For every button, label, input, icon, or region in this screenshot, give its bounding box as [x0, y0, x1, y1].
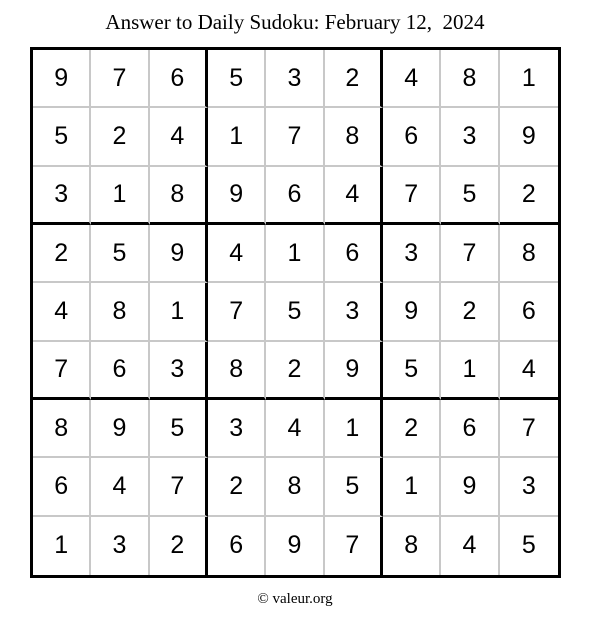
- sudoku-cell: 2: [500, 167, 558, 225]
- sudoku-cell: 1: [325, 400, 383, 458]
- sudoku-cell: 8: [91, 283, 149, 341]
- sudoku-cell: 5: [266, 283, 324, 341]
- sudoku-cell: 8: [325, 108, 383, 166]
- sudoku-cell: 7: [150, 458, 208, 516]
- sudoku-cell: 9: [325, 342, 383, 400]
- sudoku-cell: 6: [208, 517, 266, 575]
- sudoku-cell: 7: [208, 283, 266, 341]
- sudoku-cell: 5: [521, 531, 536, 560]
- sudoku-cell: 2: [325, 50, 383, 108]
- sudoku-cell: 5: [150, 400, 208, 458]
- sudoku-cell: 3: [91, 517, 149, 575]
- sudoku-cell: 3: [441, 108, 499, 166]
- sudoku-cell: 4: [266, 400, 324, 458]
- sudoku-cell: 8: [208, 342, 266, 400]
- sudoku-cell: 2: [91, 108, 149, 166]
- sudoku-cell: 1: [266, 225, 324, 283]
- sudoku-cell: 2: [441, 283, 499, 341]
- page-title: Answer to Daily Sudoku: February 12, 2024: [105, 10, 485, 34]
- sudoku-cell: 3: [266, 50, 324, 108]
- sudoku-cell: 7: [33, 342, 91, 400]
- sudoku-cell: 1: [500, 50, 558, 108]
- sudoku-cell: 8: [500, 225, 558, 283]
- sudoku-cell: 7: [441, 225, 499, 283]
- sudoku-cell: 2: [150, 517, 208, 575]
- sudoku-cell: 6: [441, 400, 499, 458]
- sudoku-cell: 2: [266, 342, 324, 400]
- sudoku-cell: 4: [325, 167, 383, 225]
- sudoku-cell: 9: [383, 283, 441, 341]
- sudoku-cell: 1: [91, 167, 149, 225]
- sudoku-cell: 6: [91, 342, 149, 400]
- sudoku-cell: 3: [325, 283, 383, 341]
- sudoku-cell: 9: [500, 108, 558, 166]
- sudoku-cell: 7: [383, 167, 441, 225]
- sudoku-cell: 6: [266, 167, 324, 225]
- sudoku-cell: 5: [208, 50, 266, 108]
- sudoku-cell: 8: [266, 458, 324, 516]
- sudoku-cell: 9: [208, 167, 266, 225]
- sudoku-cell: 9: [91, 400, 149, 458]
- sudoku-cell: 5: [33, 108, 91, 166]
- sudoku-cell: 4: [500, 342, 558, 400]
- sudoku-cell: 5: [441, 167, 499, 225]
- sudoku-cell: 3: [150, 342, 208, 400]
- sudoku-cell: 6: [500, 283, 558, 341]
- sudoku-cell: 8: [33, 400, 91, 458]
- sudoku-board: [30, 47, 561, 578]
- sudoku-cell: 1: [208, 108, 266, 166]
- sudoku-cell: 4: [33, 283, 91, 341]
- sudoku-cell: 9: [266, 517, 324, 575]
- sudoku-cell: 6: [33, 458, 91, 516]
- sudoku-cell: 3: [500, 458, 558, 516]
- sudoku-cell: 8: [441, 50, 499, 108]
- sudoku-cell: 3: [33, 167, 91, 225]
- sudoku-cell: 9: [150, 225, 208, 283]
- sudoku-cell: 8: [150, 167, 208, 225]
- copyright-footer: © valeur.org: [257, 591, 333, 607]
- sudoku-cell: 6: [383, 108, 441, 166]
- sudoku-cell: 5: [91, 225, 149, 283]
- sudoku-cell: 7: [266, 108, 324, 166]
- sudoku-cell: 2: [208, 458, 266, 516]
- sudoku-cell: 5: [383, 342, 441, 400]
- sudoku-cell: 4: [91, 458, 149, 516]
- sudoku-cell: 5: [325, 458, 383, 516]
- sudoku-cell: 4: [383, 50, 441, 108]
- sudoku-cell: 6: [150, 50, 208, 108]
- sudoku-cell: 9: [33, 50, 91, 108]
- sudoku-cell: 8: [383, 517, 441, 575]
- sudoku-cell: 4: [441, 517, 499, 575]
- sudoku-cell: 3: [383, 225, 441, 283]
- sudoku-cell: 2: [383, 400, 441, 458]
- sudoku-cell: 1: [441, 342, 499, 400]
- sudoku-cell: 1: [150, 283, 208, 341]
- sudoku-cell: 4: [150, 108, 208, 166]
- sudoku-cell: 2: [33, 225, 91, 283]
- sudoku-cell: 1: [383, 458, 441, 516]
- sudoku-cell: 6: [325, 225, 383, 283]
- sudoku-cell: 7: [325, 517, 383, 575]
- sudoku-cell: 1: [33, 517, 91, 575]
- sudoku-cell: 4: [208, 225, 266, 283]
- sudoku-cell: 7: [91, 50, 149, 108]
- sudoku-cell: 7: [500, 400, 558, 458]
- sudoku-cell: 3: [208, 400, 266, 458]
- sudoku-cell: 9: [441, 458, 499, 516]
